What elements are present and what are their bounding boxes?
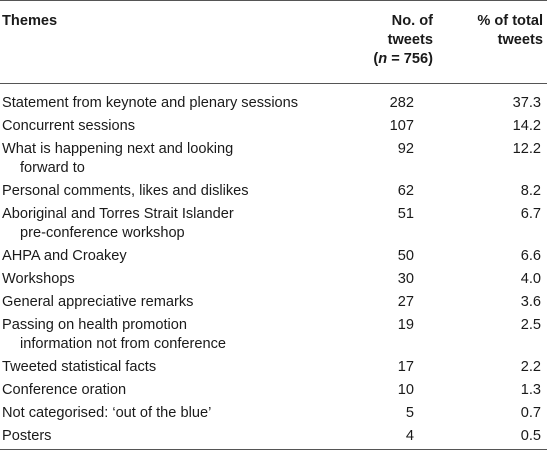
table-row xyxy=(0,403,547,426)
header-count-line2-prefix: ( xyxy=(373,51,379,67)
header-row xyxy=(0,1,547,84)
row-theme-continuation: forward to xyxy=(20,160,85,176)
row-theme xyxy=(0,246,344,269)
row-tweet-count: 92 xyxy=(397,141,414,157)
table-row xyxy=(0,116,547,139)
row-tweet-count: 17 xyxy=(397,359,414,375)
table-row xyxy=(0,246,547,269)
row-tweet-count: 19 xyxy=(397,317,414,333)
row-theme xyxy=(0,380,344,403)
table-row xyxy=(0,380,547,403)
table-row xyxy=(0,139,547,181)
table-row xyxy=(0,292,547,315)
header-count-line2-suffix: = 756) xyxy=(387,51,433,67)
table-header xyxy=(0,1,547,84)
row-tweet-count: 27 xyxy=(397,294,414,310)
row-percent: 6.7 xyxy=(520,206,541,222)
row-tweet-count: 5 xyxy=(405,405,414,421)
row-percent: 2.5 xyxy=(520,317,541,333)
header-count-line2-var: n xyxy=(378,51,388,67)
row-theme-text: Tweeted statistical facts xyxy=(2,359,157,375)
row-theme-text: AHPA and Croakey xyxy=(2,248,127,264)
table-row xyxy=(0,84,547,117)
header-pct-line2: tweets xyxy=(497,32,543,48)
row-theme-text: Concurrent sessions xyxy=(2,118,136,134)
header-pct-line1: % of total xyxy=(477,13,543,29)
row-tweet-count: 282 xyxy=(389,95,414,111)
row-tweet-count: 50 xyxy=(397,248,414,264)
row-theme xyxy=(0,403,344,426)
header-percent-of-total xyxy=(441,1,547,84)
row-tweet-count: 62 xyxy=(397,183,414,199)
row-percent: 4.0 xyxy=(520,271,541,287)
row-theme-text: Statement from keynote and plenary sessions xyxy=(2,95,299,111)
row-theme xyxy=(0,84,344,117)
row-theme xyxy=(0,292,344,315)
table-row xyxy=(0,357,547,380)
row-tweet-count: 51 xyxy=(397,206,414,222)
row-percent: 0.5 xyxy=(441,426,547,450)
row-theme-text: What is happening next and looking xyxy=(2,141,234,157)
row-percent: 6.6 xyxy=(520,248,541,264)
row-theme-text: Conference oration xyxy=(2,382,127,398)
row-theme-text: Aboriginal and Torres Strait Islander xyxy=(2,206,234,222)
row-percent: 1.3 xyxy=(520,382,541,398)
table-row xyxy=(0,315,547,357)
row-tweet-count: 107 xyxy=(389,118,414,134)
table-row xyxy=(0,426,547,450)
row-theme-text: General appreciative remarks xyxy=(2,294,194,310)
row-percent: 14.2 xyxy=(512,118,541,134)
header-number-of-tweets xyxy=(344,1,441,84)
header-count-line1: No. of tweets xyxy=(387,13,433,48)
row-tweet-count: 30 xyxy=(397,271,414,287)
row-theme xyxy=(0,181,344,204)
row-percent: 0.7 xyxy=(520,405,541,421)
row-theme xyxy=(0,357,344,380)
row-percent: 37.3 xyxy=(512,95,541,111)
table-row xyxy=(0,269,547,292)
row-theme xyxy=(0,315,344,357)
table-row xyxy=(0,181,547,204)
row-theme-text: Not categorised: ‘out of the blue’ xyxy=(2,405,212,421)
header-themes: Themes xyxy=(2,13,58,29)
row-percent: 3.6 xyxy=(520,294,541,310)
row-theme-text: Posters xyxy=(2,428,52,444)
row-theme-text: Personal comments, likes and dislikes xyxy=(2,183,249,199)
row-theme-text: Workshops xyxy=(2,271,75,287)
row-theme-continuation: information not from conference xyxy=(20,336,227,352)
row-theme xyxy=(0,139,344,181)
row-tweet-count: 10 xyxy=(397,382,414,398)
row-theme xyxy=(0,204,344,246)
row-theme-continuation: pre-conference workshop xyxy=(20,225,185,241)
row-theme xyxy=(0,116,344,139)
row-theme xyxy=(0,426,344,450)
row-theme-text: Passing on health promotion xyxy=(2,317,187,333)
table-body xyxy=(0,84,547,450)
table-row xyxy=(0,204,547,246)
row-tweet-count: 4 xyxy=(344,426,441,450)
row-percent: 8.2 xyxy=(520,183,541,199)
row-theme xyxy=(0,269,344,292)
row-percent: 2.2 xyxy=(520,359,541,375)
row-percent: 12.2 xyxy=(512,141,541,157)
